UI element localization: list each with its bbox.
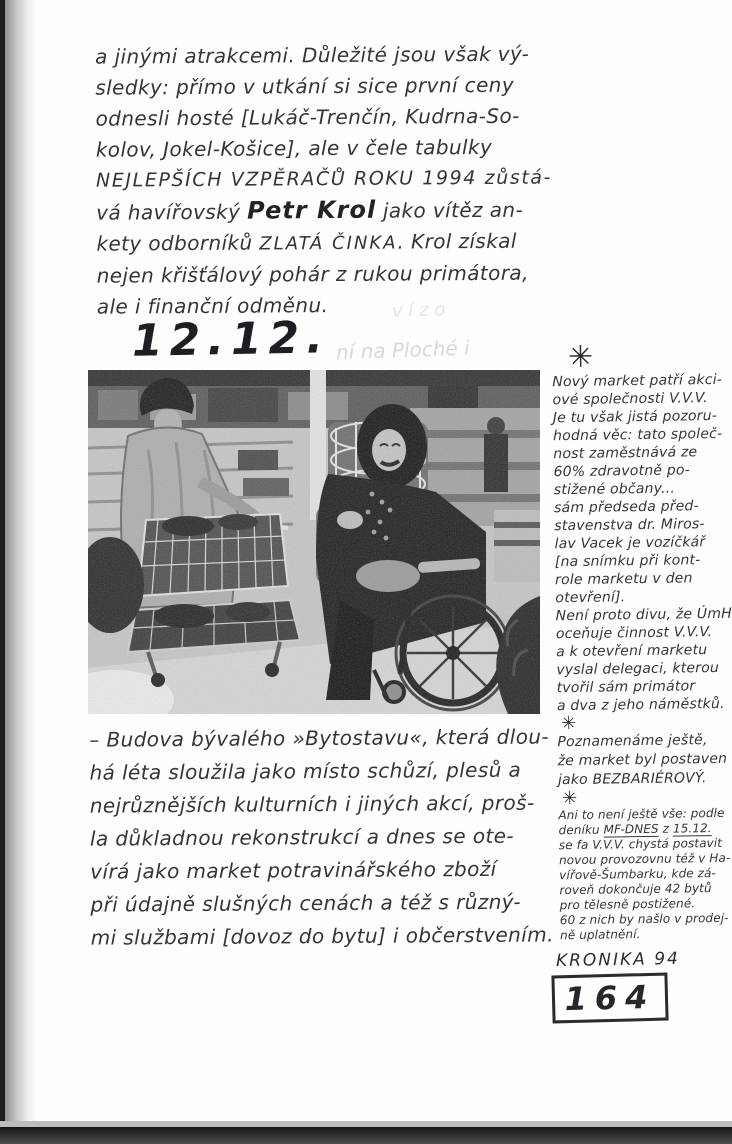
margin-note-market: Nový market patří akci- ové společnosti V.V.V. Je tu však jistá pozoru- hodná věc: tato společ- nost zaměstnává ze 60% zdravotně po- stižené občany... sám předseda před- stavenstva dr. Miros- lav Vacek je vozíčkář [na snímku při kont- role marketu v den otevření]. Není proto divu, že ÚmH oceňuje činnost V.V.V. a k otevření marketu vyslal delegaci, kterou tvořil sám primátor a dva z jeho náměstků.: [552, 371, 732, 715]
text-line: odnesli hosté [Lukáč-Trenčín, Kudrna-So-: [95, 103, 520, 131]
text-line: kolov, Jokel-Košice], ale v čele tabulky: [95, 134, 493, 162]
page-number-box: [551, 972, 668, 1023]
ghost-bleed-text: v í z o: [391, 299, 446, 322]
text-line-caps: NEJLEPŠÍCH VZPĚRAČŮ ROKU 1994 zůstá-: [95, 166, 553, 192]
text-line: vírá jako market potravinářského zboží: [90, 856, 497, 884]
scan-bottom-edge: [0, 1127, 732, 1144]
page-number: 164: [564, 977, 656, 1019]
date-heading: 12.12.: [131, 312, 331, 367]
book-gutter-shadow: [5, 0, 39, 1144]
zlata-cinka-caps: ZLATÁ ČINKA: [259, 232, 398, 255]
text-line: vá havířovský Petr Krol jako vítěz an-: [96, 195, 524, 225]
asterisk-icon: ✳: [567, 339, 594, 376]
text-line: při údajně slušných cenách a též s různý-: [90, 889, 521, 917]
text-line: – Budova bývalého »Bytostavu«, která dlou-: [89, 724, 550, 752]
margin-note-mfdnes: Ani to není ještě vše: podle deníku MF-DNES z 15.12. se fa V.V.V. chystá postavit novou provozovnu též v Ha- vířově-Šumbarku, kde zá- roveň dokončuje 42 bytů pro tělesně postižené. 60 z nich by našlo v prodej- ně uplatnění.: [558, 805, 731, 943]
text-line: há léta sloužila jako místo schůzí, plesů a: [89, 757, 522, 785]
text-line: a jinými atrakcemi. Důležité jsou však vý-: [95, 41, 530, 69]
text-line: nejrůznějších kulturních i jiných akcí, proš-: [89, 790, 535, 818]
top-paragraph: [95, 38, 577, 322]
text-line: nejen křišťálový pohár z rukou primátora,: [96, 260, 529, 288]
text-line: ale i finanční odměnu.: [96, 293, 329, 319]
text-line: sledky: přímo v utkání si sice první ceny: [95, 72, 515, 100]
scan-left-edge: [0, 0, 5, 1144]
kronika-label: KRONIKA 94: [555, 948, 681, 972]
mf-dnes-underlined: MF-DNES: [603, 821, 659, 837]
ghost-bleed-text: ní na Ploché i: [335, 335, 471, 365]
text-line: la důkladnou rekonstrukcí a dnes se ote-: [89, 823, 515, 851]
asterisk-icon: ✳: [560, 712, 577, 735]
market-photo-illustration: [88, 370, 540, 714]
margin-note-bezbarierovy: Poznamenáme ještě, že market byl postaven jako BEZBARIÉROVÝ.: [557, 732, 728, 789]
date-underlined: 15.12.: [672, 821, 712, 836]
text-line: kety odborníků ZLATÁ ČINKA. Krol získal: [96, 228, 517, 256]
market-photo: [88, 370, 540, 714]
text-line: mi službami [dovoz do bytu] i občerstvením.: [90, 922, 554, 950]
margin-notes-column: [552, 341, 732, 943]
bottom-paragraph: [89, 720, 571, 954]
asterisk-icon: ✳: [562, 787, 578, 810]
petr-krol-name: Petr Krol: [246, 195, 377, 225]
